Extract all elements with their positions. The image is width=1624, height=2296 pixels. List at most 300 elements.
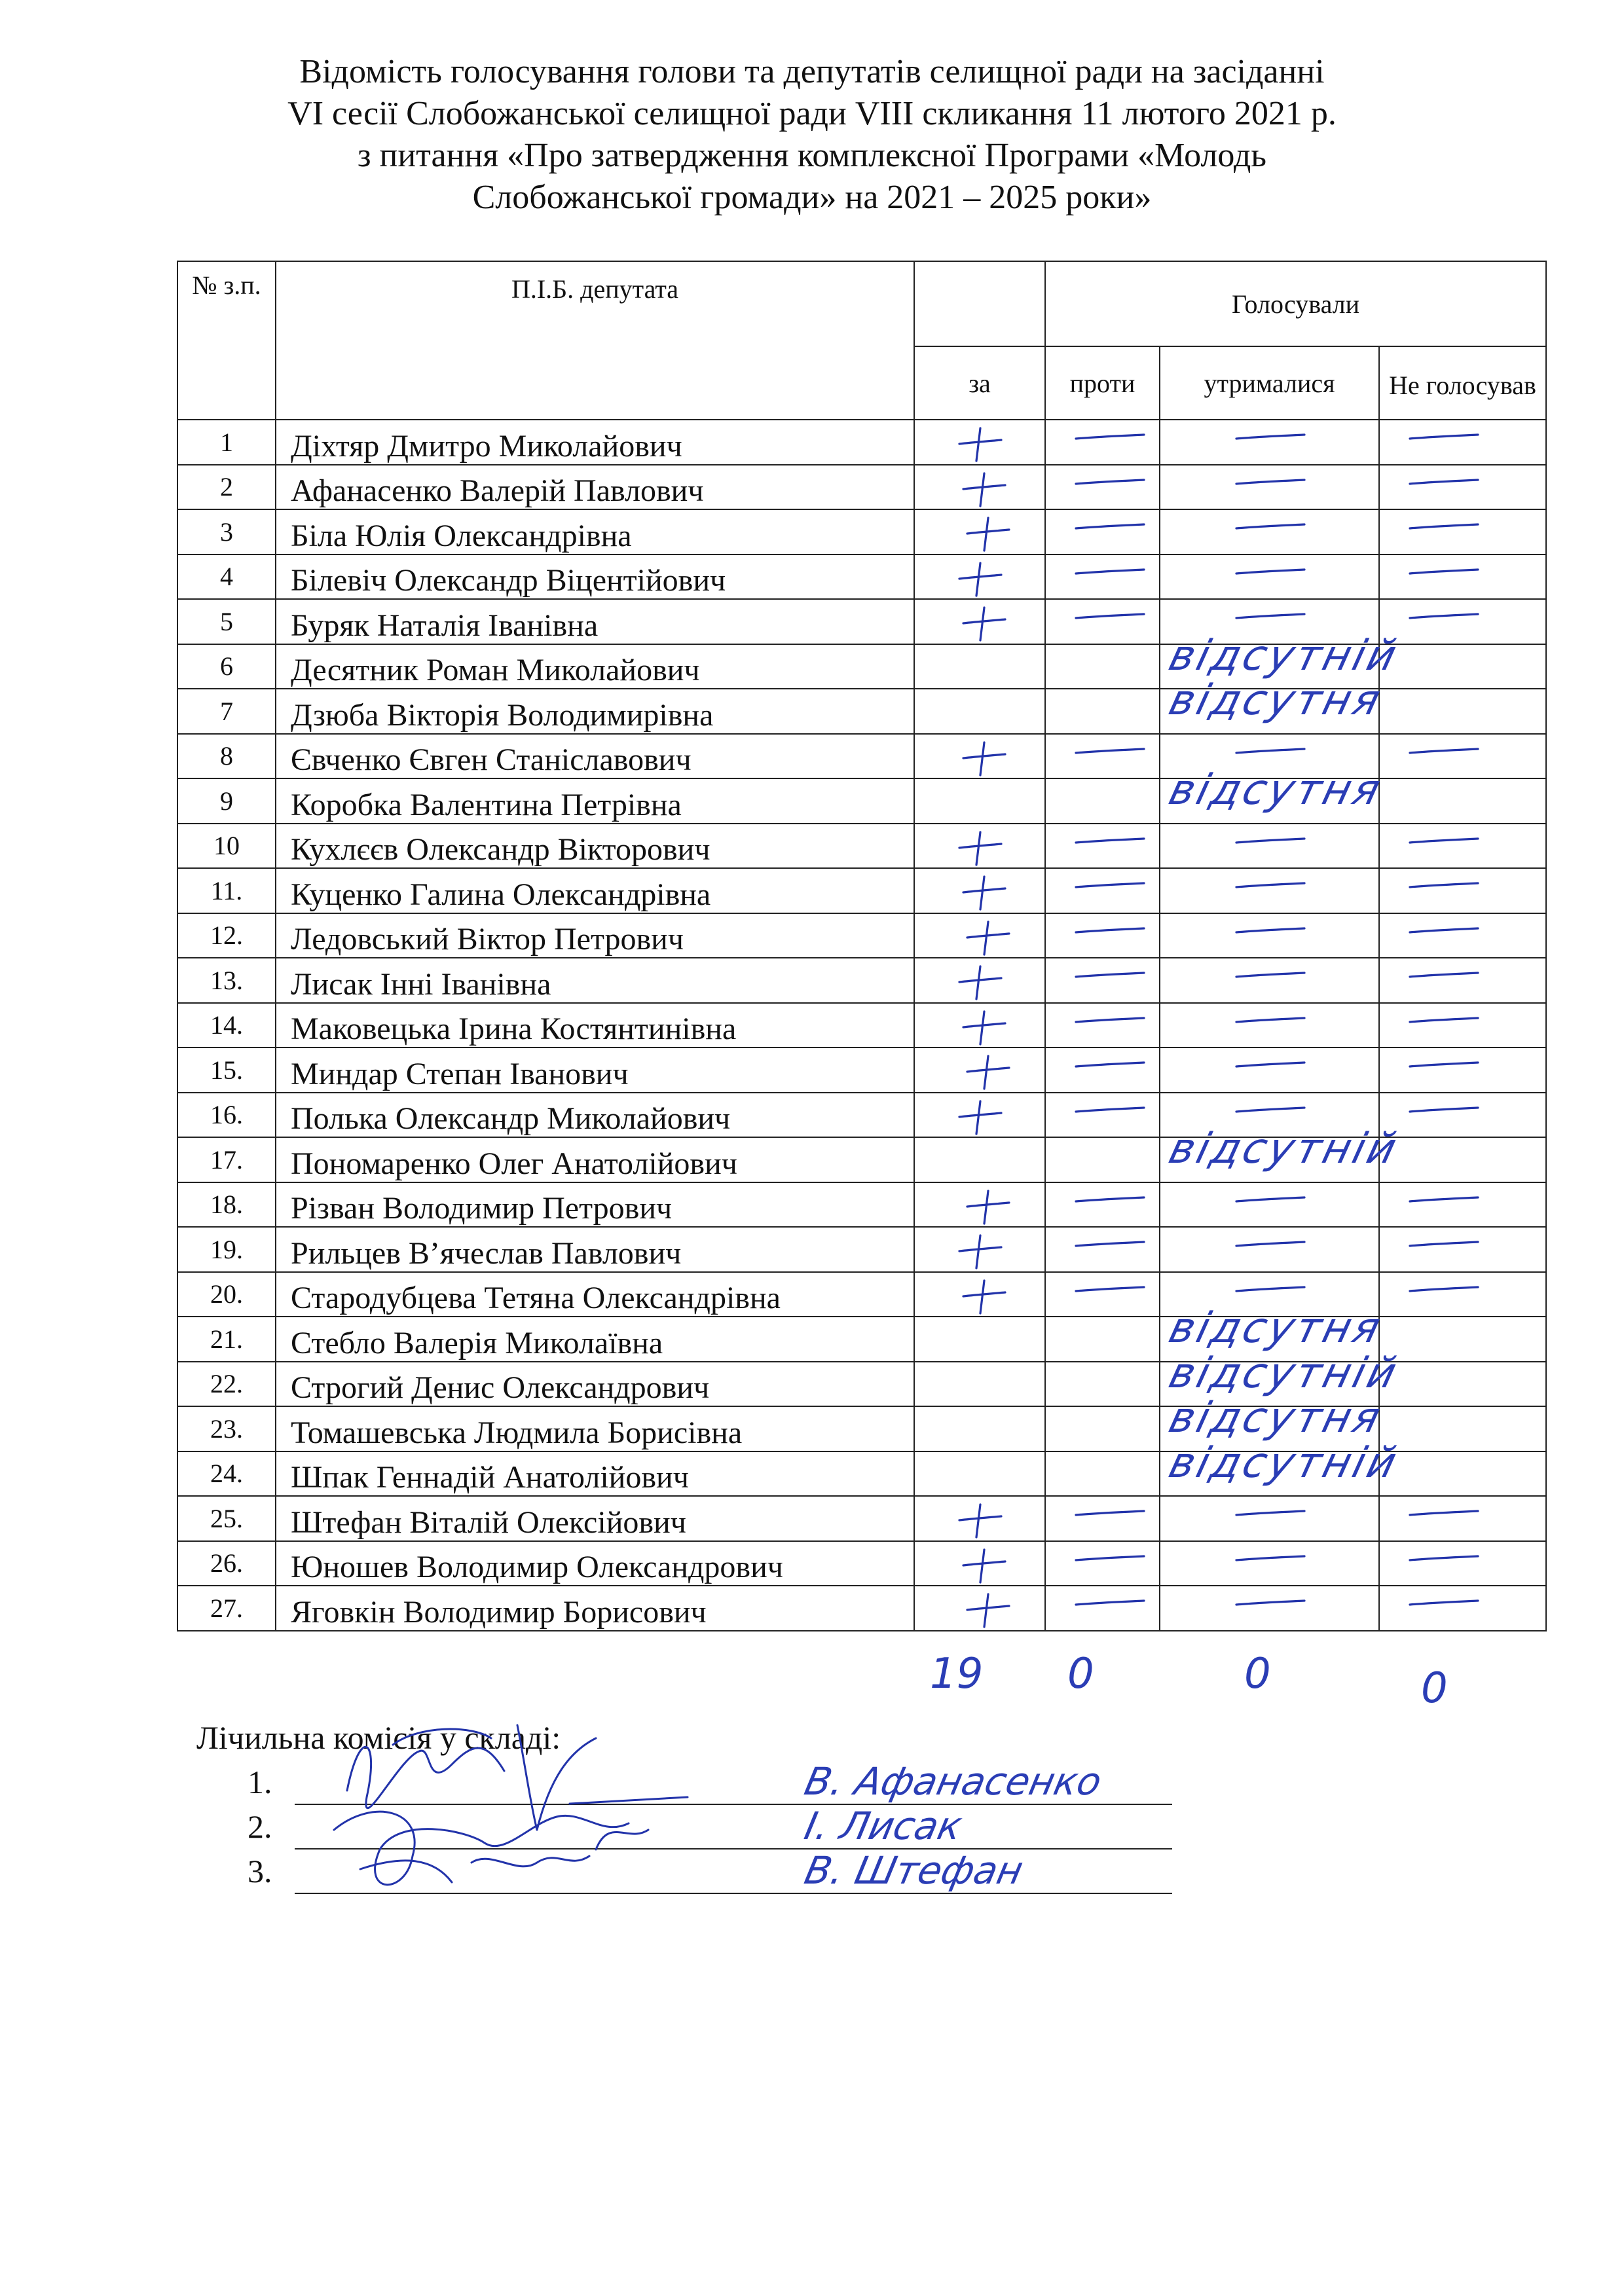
dash-mark-icon [1406,1550,1485,1569]
cell-for [914,958,1045,1003]
cell-not-voted [1379,913,1546,958]
dash-mark-icon [1406,877,1485,896]
absence-note: відсутній [1164,1125,1404,1173]
row-number: 9 [177,778,276,824]
cell-against [1045,676,1388,734]
cell-for [914,1003,1045,1048]
table-row [177,1003,1546,1048]
cell-not-voted [1379,644,1546,689]
member-number: 1. [248,1764,272,1800]
table-row [177,1137,1546,1182]
deputy-name: Стебло Валерія Миколаївна [276,1317,914,1362]
cell-for [914,913,1045,958]
deputy-name: Євченко Євген Станіславович [276,734,914,779]
table-row [177,599,1546,644]
cell-not-voted [1379,420,1546,465]
table-row [177,420,1546,465]
cell-abstained [1160,1093,1379,1138]
cell-not-voted [1379,1227,1546,1272]
plus-mark-icon [962,514,1014,553]
dash-mark-icon [1072,1191,1151,1211]
cell-not-voted [1379,868,1546,913]
cell-not-voted [1379,1541,1546,1586]
total-against: 0 [1067,1650,1094,1698]
dash-mark-icon [1406,922,1485,941]
cell-abstained [1160,509,1379,555]
deputy-name: Коробка Валентина Петрівна [276,778,914,824]
cell-abstained [1160,1137,1379,1182]
dash-mark-icon [1232,563,1311,583]
dash-mark-icon [1072,742,1151,762]
dash-mark-icon [1406,1056,1485,1076]
cell-against [1045,509,1160,555]
cell-against [1045,465,1160,510]
row-number: 17. [177,1137,276,1182]
member-number: 3. [248,1853,272,1889]
cell-abstained [1160,599,1379,644]
cell-against [1045,420,1160,465]
cell-for [914,1182,1045,1228]
table-row [177,555,1546,600]
deputy-name: Рильцев В’ячеслав Павлович [276,1227,914,1272]
cell-for [914,1317,1045,1362]
dash-mark-icon [1232,1056,1311,1076]
dash-mark-icon [1072,966,1151,986]
dash-mark-icon [1232,1281,1311,1300]
dash-mark-icon [1406,518,1485,538]
dash-mark-icon [1072,1281,1151,1300]
row-number: 5 [177,599,276,644]
cell-abstained [1160,1586,1379,1631]
dash-mark-icon [1072,563,1151,583]
dash-mark-icon [1232,742,1311,762]
cell-against [1045,1541,1160,1586]
deputy-name: Біла Юлія Олександрівна [276,509,914,555]
title-line-3: з питання «Про затвердження комплексної Програми «Молодь [357,137,1267,174]
table-row [177,734,1546,779]
cell-abstained [1160,913,1379,958]
header-voted: Голосували [1045,261,1546,346]
dash-mark-icon [1232,1594,1311,1614]
table-row [177,465,1546,510]
cell-not-voted [1379,689,1546,734]
dash-mark-icon [1406,1101,1485,1121]
document-title [196,51,1428,219]
cell-for [914,1362,1045,1407]
deputy-name: Полька Олександр Миколайович [276,1093,914,1138]
dash-mark-icon [1072,1235,1151,1255]
cell-abstained [1160,734,1379,779]
dash-mark-icon [1072,1550,1151,1569]
deputy-name: Ледовський Віктор Петрович [276,913,914,958]
absence-note: відсутній [1164,1349,1404,1398]
cell-against [1045,868,1160,913]
cell-against [1045,1349,1404,1407]
cell-against [1045,1304,1388,1362]
cell-abstained [1160,1272,1379,1317]
cell-abstained [1160,1227,1379,1272]
cell-against [1045,1048,1160,1093]
absence-note: відсутня [1164,676,1388,725]
deputy-name: Яговкін Володимир Борисович [276,1586,914,1631]
cell-for [914,1093,1045,1138]
row-number: 1 [177,420,276,465]
row-number: 27. [177,1586,276,1631]
plus-mark-icon [954,1231,1006,1271]
plus-mark-icon [958,738,1010,778]
dash-mark-icon [1406,563,1485,583]
dash-mark-icon [1406,428,1485,448]
cell-not-voted [1379,1272,1546,1317]
row-number: 19. [177,1227,276,1272]
plus-mark-icon [954,1097,1006,1137]
dash-mark-icon [1232,473,1311,493]
commission-label: Лічильна комісія у складі: [196,1719,561,1756]
dash-mark-icon [1232,922,1311,941]
title-line-1: Відомість голосування голови та депутатів селищної ради на засіданні [299,53,1325,90]
cell-not-voted [1379,1317,1546,1362]
cell-abstained [1160,465,1379,510]
row-number: 23. [177,1406,276,1451]
member-number: 2. [248,1808,272,1845]
row-number: 6 [177,644,276,689]
member-handwritten-name: В. Афанасенко [800,1759,1106,1804]
totals-row [0,1650,1624,1722]
dash-mark-icon [1406,1504,1485,1524]
plus-mark-icon [958,469,1010,509]
dash-mark-icon [1406,1594,1485,1614]
cell-not-voted [1379,778,1546,824]
deputy-name: Строгий Денис Олександрович [276,1362,914,1407]
total-not-voted: 0 [1421,1664,1448,1713]
cell-for [914,1048,1045,1093]
row-number: 24. [177,1451,276,1497]
cell-against [1045,1182,1160,1228]
cell-for [914,1406,1045,1451]
dash-mark-icon [1232,832,1311,852]
row-number: 21. [177,1317,276,1362]
cell-not-voted [1379,1182,1546,1228]
cell-for [914,1541,1045,1586]
row-number: 20. [177,1272,276,1317]
absence-note: відсутня [1164,1304,1388,1353]
dash-mark-icon [1232,518,1311,538]
cell-against [1045,1394,1388,1451]
plus-mark-icon [958,873,1010,912]
cell-against [1045,599,1160,644]
row-number: 8 [177,734,276,779]
cell-against [1045,1272,1160,1317]
header-abstained: утрималися [1160,346,1379,420]
table-row [177,1048,1546,1093]
cell-abstained [1160,555,1379,600]
cell-abstained [1160,1496,1379,1541]
cell-abstained [1160,1541,1379,1586]
table-row [177,913,1546,958]
row-number: 7 [177,689,276,734]
dash-mark-icon [1406,608,1485,627]
header-name: П.І.Б. депутата [276,261,914,420]
cell-against [1045,1125,1404,1182]
dash-mark-icon [1072,1594,1151,1614]
dash-mark-icon [1406,832,1485,852]
cell-for [914,1272,1045,1317]
dash-mark-icon [1406,1191,1485,1211]
dash-mark-icon [1072,428,1151,448]
cell-for [914,824,1045,869]
cell-for [914,1227,1045,1272]
row-number: 10 [177,824,276,869]
cell-against [1045,1496,1160,1541]
dash-mark-icon [1232,1011,1311,1031]
table-row [177,689,1546,734]
cell-for [914,555,1045,600]
deputy-name: Діхтяр Дмитро Миколайович [276,420,914,465]
row-number: 22. [177,1362,276,1407]
deputy-name: Буряк Наталія Іванівна [276,599,914,644]
plus-mark-icon [954,559,1006,598]
cell-not-voted [1379,1093,1546,1138]
dash-mark-icon [1232,428,1311,448]
member-handwritten-name: В. Штефан [800,1848,1027,1893]
header-for: за [914,346,1045,420]
plus-mark-icon [958,1546,1010,1585]
deputy-name: Маковецька Ірина Костянтинівна [276,1003,914,1048]
cell-against [1045,631,1404,689]
dash-mark-icon [1406,742,1485,762]
dash-mark-icon [1406,966,1485,986]
cell-against [1045,1227,1160,1272]
deputy-name: Шпак Геннадій Анатолійович [276,1451,914,1497]
cell-not-voted [1379,555,1546,600]
cell-not-voted [1379,1586,1546,1631]
cell-not-voted [1379,1003,1546,1048]
plus-mark-icon [958,1277,1010,1316]
table-row [177,1362,1546,1407]
cell-for [914,599,1045,644]
total-for: 19 [930,1650,984,1698]
table-row [177,1317,1546,1362]
cell-for [914,689,1045,734]
header-not-voted: Не голосував [1379,346,1546,420]
cell-against [1045,824,1160,869]
table-row [177,868,1546,913]
cell-abstained [1160,644,1379,689]
dash-mark-icon [1072,518,1151,538]
deputy-name: Куценко Галина Олександрівна [276,868,914,913]
row-number: 13. [177,958,276,1003]
cell-for [914,1137,1045,1182]
dash-mark-icon [1072,473,1151,493]
cell-for [914,509,1045,555]
deputy-name: Томашевська Людмила Борисівна [276,1406,914,1451]
cell-abstained [1160,958,1379,1003]
cell-for [914,1586,1045,1631]
cell-abstained [1160,1362,1379,1407]
table-row [177,1541,1546,1586]
plus-mark-icon [958,1008,1010,1047]
cell-for [914,644,1045,689]
cell-for [914,1496,1045,1541]
cell-abstained [1160,420,1379,465]
deputy-name: Пономаренко Олег Анатолійович [276,1137,914,1182]
cell-not-voted [1379,1496,1546,1541]
row-number: 11. [177,868,276,913]
dash-mark-icon [1072,877,1151,896]
dash-mark-icon [1406,1235,1485,1255]
cell-not-voted [1379,1362,1546,1407]
dash-mark-icon [1232,1191,1311,1211]
plus-mark-icon [954,424,1006,464]
deputy-name: Юношев Володимир Олександрович [276,1541,914,1586]
dash-mark-icon [1232,966,1311,986]
header-blank [914,261,1045,346]
cell-abstained [1160,1182,1379,1228]
deputy-name: Стародубцева Тетяна Олександрівна [276,1272,914,1317]
deputy-name: Різван Володимир Петрович [276,1182,914,1228]
absence-note: відсутня [1164,766,1388,814]
cell-against [1045,1003,1160,1048]
table-row [177,1496,1546,1541]
table-row [177,958,1546,1003]
cell-abstained [1160,778,1379,824]
cell-for [914,1451,1045,1497]
deputy-name: Миндар Степан Іванович [276,1048,914,1093]
row-number: 15. [177,1048,276,1093]
deputy-name: Дзюба Вікторія Володимирівна [276,689,914,734]
plus-mark-icon [954,828,1006,867]
table-row [177,1586,1546,1631]
dash-mark-icon [1072,832,1151,852]
cell-for [914,465,1045,510]
voting-table [177,261,1547,1631]
cell-against [1045,913,1160,958]
dash-mark-icon [1406,473,1485,493]
cell-for [914,734,1045,779]
dash-mark-icon [1232,1550,1311,1569]
plus-mark-icon [958,604,1010,643]
header-against: проти [1045,346,1160,420]
plus-mark-icon [954,1501,1006,1540]
cell-against [1045,1586,1160,1631]
table-row [177,1227,1546,1272]
absence-note: відсутній [1164,1438,1404,1487]
plus-mark-icon [962,918,1014,957]
cell-against [1045,1438,1404,1497]
table-row [177,1451,1546,1497]
cell-not-voted [1379,1048,1546,1093]
cell-against [1045,1093,1160,1138]
cell-abstained [1160,1003,1379,1048]
row-number: 4 [177,555,276,600]
table-row [177,1272,1546,1317]
dash-mark-icon [1072,1101,1151,1121]
member-handwritten-name: І. Лисак [800,1804,966,1848]
table-row [177,1182,1546,1228]
cell-not-voted [1379,599,1546,644]
row-number: 3 [177,509,276,555]
cell-abstained [1160,824,1379,869]
deputy-name: Штефан Віталій Олексійович [276,1496,914,1541]
cell-against [1045,766,1388,824]
dash-mark-icon [1072,922,1151,941]
cell-abstained [1160,1048,1379,1093]
dash-mark-icon [1232,877,1311,896]
dash-mark-icon [1406,1281,1485,1300]
plus-mark-icon [962,1590,1014,1630]
table-row [177,1406,1546,1451]
table-row [177,1093,1546,1138]
dash-mark-icon [1232,1235,1311,1255]
cell-for [914,420,1045,465]
deputy-name: Кухлєєв Олександр Вікторович [276,824,914,869]
dash-mark-icon [1072,608,1151,627]
cell-for [914,778,1045,824]
plus-mark-icon [954,962,1006,1002]
deputy-name: Десятник Роман Миколайович [276,644,914,689]
total-abstained: 0 [1244,1650,1271,1698]
deputy-name: Афанасенко Валерій Павлович [276,465,914,510]
table-row [177,509,1546,555]
cell-not-voted [1379,958,1546,1003]
row-number: 12. [177,913,276,958]
cell-for [914,868,1045,913]
table-row [177,824,1546,869]
absence-note: відсутня [1164,1394,1388,1442]
counting-commission [196,1719,1106,1893]
title-line-2: VI сесії Слобожанської селищної ради VIII скликання 11 лютого 2021 р. [287,95,1337,132]
plus-mark-icon [962,1052,1014,1091]
row-number: 16. [177,1093,276,1138]
table-row [177,778,1546,824]
cell-against [1045,734,1160,779]
cell-against [1045,958,1160,1003]
cell-not-voted [1379,1406,1546,1451]
cell-not-voted [1379,1137,1546,1182]
deputy-name: Білевіч Олександр Віцентійович [276,555,914,600]
dash-mark-icon [1406,1011,1485,1031]
dash-mark-icon [1072,1504,1151,1524]
cell-not-voted [1379,734,1546,779]
row-number: 26. [177,1541,276,1586]
cell-against [1045,555,1160,600]
cell-abstained [1160,1317,1379,1362]
cell-not-voted [1379,824,1546,869]
cell-abstained [1160,868,1379,913]
row-number: 2 [177,465,276,510]
row-number: 25. [177,1496,276,1541]
dash-mark-icon [1072,1056,1151,1076]
header-number: № з.п. [177,261,276,420]
cell-abstained [1160,1451,1379,1497]
cell-abstained [1160,689,1379,734]
handwritten-signatures [321,1699,792,1915]
deputy-name: Лисак Інні Іванівна [276,958,914,1003]
dash-mark-icon [1232,1504,1311,1524]
dash-mark-icon [1072,1011,1151,1031]
cell-not-voted [1379,509,1546,555]
dash-mark-icon [1232,608,1311,627]
table-row [177,644,1546,689]
plus-mark-icon [962,1187,1014,1226]
row-number: 14. [177,1003,276,1048]
cell-not-voted [1379,465,1546,510]
cell-not-voted [1379,1451,1546,1497]
title-line-4: Слобожанської громади» на 2021 – 2025 роки» [472,179,1152,216]
dash-mark-icon [1232,1101,1311,1121]
cell-abstained [1160,1406,1379,1451]
absence-note: відсутній [1164,631,1404,680]
